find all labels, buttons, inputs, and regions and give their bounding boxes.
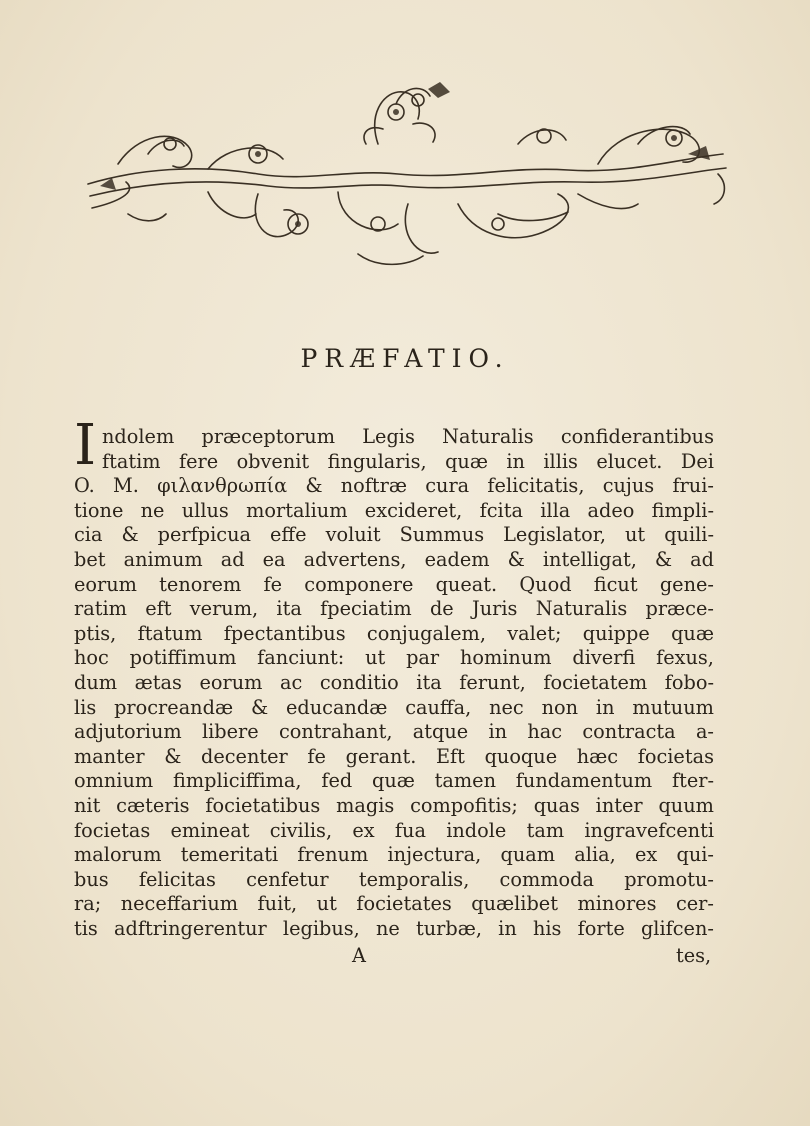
word: quili- (664, 523, 714, 547)
word: gene- (659, 572, 714, 596)
word: ne (375, 916, 400, 940)
word: bet (74, 547, 106, 571)
text-line (74, 573, 714, 598)
word: quam (500, 843, 556, 867)
word: fere (178, 449, 219, 473)
text-line (74, 917, 714, 942)
text-line (74, 868, 714, 893)
word: educandæ (285, 695, 388, 719)
text-line (74, 523, 714, 548)
word: fanciunt: (257, 646, 345, 670)
word: quæ (371, 769, 415, 793)
word: a- (695, 720, 714, 744)
word: quum (658, 793, 714, 817)
word: atque (412, 720, 469, 744)
page-title: PRÆFATIO. (300, 344, 510, 373)
word: præce- (645, 597, 714, 621)
text-line (74, 597, 714, 622)
word: tione (74, 498, 124, 522)
word: nit (74, 793, 101, 817)
word: libere (201, 720, 259, 744)
word: civilis, (269, 818, 333, 842)
word: malorum (74, 843, 162, 867)
word: fe (263, 572, 283, 596)
text-line (74, 671, 714, 696)
word: diverfi (572, 646, 636, 670)
word: ut (625, 523, 646, 547)
word: cæteris (116, 793, 190, 817)
word: φιλανθρωπία (157, 474, 288, 498)
word: hæc (576, 744, 619, 768)
word: in (595, 695, 615, 719)
word: emineat (170, 818, 250, 842)
word: Quod (519, 572, 572, 596)
word: gerant. (345, 744, 417, 768)
word: inter (595, 793, 643, 817)
word: & (654, 547, 673, 571)
word: cura (425, 474, 470, 498)
word: ullus (181, 498, 229, 522)
word: valet; (507, 621, 562, 645)
word: quippe (582, 621, 650, 645)
word: & (164, 744, 182, 768)
word: adftringerentur (114, 916, 267, 940)
text-line (74, 474, 714, 499)
word: intelligat, (542, 547, 637, 571)
word: contracta (582, 720, 676, 744)
word: cer- (675, 892, 714, 916)
word: fed (321, 769, 353, 793)
text-line (74, 425, 714, 450)
word: in (488, 720, 508, 744)
word: Legis (362, 425, 415, 448)
word: potiffimum (129, 646, 237, 670)
word: indole (446, 818, 507, 842)
word: Summus (399, 523, 485, 547)
word: forte (577, 916, 625, 940)
word: & (507, 547, 525, 571)
word: hac (527, 720, 563, 744)
word: quas (533, 793, 580, 817)
word: cujus (602, 474, 655, 498)
body-paragraph (74, 425, 714, 941)
word: quæ (671, 621, 714, 645)
word: tenorem (159, 572, 242, 596)
word: Juris (472, 597, 518, 621)
word: voluit (325, 523, 381, 547)
word: promotu- (624, 867, 714, 891)
text-line (74, 696, 714, 721)
word: advertens, (303, 547, 407, 571)
word: illa (540, 498, 571, 522)
word: decenter (201, 744, 288, 768)
word: non (541, 695, 579, 719)
word: adeo (587, 498, 635, 522)
signature-mark: A (352, 944, 366, 967)
word: nec (489, 695, 524, 719)
word: ratim (74, 597, 127, 621)
word: quæ (445, 449, 488, 473)
word: conjugalem, (366, 621, 486, 645)
word: ex (634, 843, 658, 867)
word: omnium (74, 769, 154, 793)
word: ea (262, 547, 286, 571)
word: quælibet (471, 892, 558, 916)
text-line (74, 548, 714, 573)
word: in (506, 449, 525, 473)
word: fimpli- (651, 498, 714, 522)
word: & (121, 523, 139, 547)
word: lis (74, 695, 97, 719)
word: animum (123, 547, 203, 571)
word: de (429, 597, 454, 621)
word: fcita (479, 498, 523, 522)
word: eft (145, 597, 172, 621)
word: tamen (434, 769, 497, 793)
word: ita (416, 670, 442, 694)
word: adjutorium (74, 720, 182, 744)
word: fua (394, 818, 426, 842)
text-line (74, 892, 714, 917)
word: cauffa, (405, 695, 472, 719)
text-line (74, 843, 714, 868)
word: verum, (189, 597, 259, 621)
word: Naturalis (535, 597, 628, 621)
word: frui- (672, 474, 714, 498)
word: in (498, 916, 517, 940)
word: hominum (459, 646, 552, 670)
floral-headpiece-ornament (78, 74, 732, 274)
text-line (74, 720, 714, 745)
word: injectura, (387, 843, 482, 867)
word: commoda (499, 867, 594, 891)
word: quoque (484, 744, 558, 768)
word: ætas (134, 670, 182, 694)
word: fter- (671, 769, 714, 793)
text-line (74, 794, 714, 819)
word: elucet. (596, 449, 663, 473)
word: ita (276, 597, 302, 621)
word: temporalis, (358, 867, 470, 891)
word: ex (352, 818, 375, 842)
word: bus (74, 867, 109, 891)
word: par (406, 646, 440, 670)
word: O. (74, 474, 95, 498)
word: minores (577, 892, 657, 916)
word: cenfetur (246, 867, 329, 891)
word: alia, (574, 843, 616, 867)
word: felicitas (138, 867, 216, 891)
word: focietates (356, 892, 452, 916)
word: fobo- (664, 670, 714, 694)
word: eadem (424, 547, 490, 571)
word: focietas (74, 818, 151, 842)
text-line (74, 769, 714, 794)
word: effe (270, 523, 307, 547)
text-line (74, 622, 714, 647)
word: ndolem (102, 425, 175, 448)
word: fpeciatim (320, 597, 412, 621)
word: procreandæ (114, 695, 234, 719)
word: ad (220, 547, 245, 571)
drop-cap-initial: I (74, 413, 97, 478)
word: focietatem (543, 670, 648, 694)
word: tam (526, 818, 565, 842)
catchword: tes, (676, 944, 712, 967)
word: fpectantibus (223, 621, 346, 645)
word: neceffarium (120, 892, 239, 916)
word: Dei (680, 449, 714, 473)
word: fimpliciffima, (172, 769, 302, 793)
word: cia (74, 523, 103, 547)
word: fexus, (656, 646, 714, 670)
word: queat. (435, 572, 498, 596)
word: dum (74, 670, 118, 694)
word: excideret, (364, 498, 463, 522)
text-line (74, 745, 714, 770)
word: fingularis, (327, 449, 427, 473)
text-line (74, 499, 714, 524)
word: mortalium (246, 498, 348, 522)
word: eorum (74, 572, 137, 596)
word: ad (690, 547, 714, 571)
word: Legislator, (503, 523, 606, 547)
text-line (74, 646, 714, 671)
word: felicitatis, (487, 474, 585, 498)
word: hoc (74, 646, 109, 670)
word: perfpicua (157, 523, 251, 547)
word: ingravefcenti (584, 818, 714, 842)
word: illis (543, 449, 578, 473)
word: turbæ, (416, 916, 482, 940)
word: focietas (637, 744, 714, 768)
word: ra; (74, 892, 102, 916)
word: componere (304, 572, 414, 596)
word: temeritati (180, 843, 279, 867)
word: ptis, (74, 621, 117, 645)
word: confiderantibus (560, 425, 714, 448)
word: mutuum (632, 695, 714, 719)
word: manter (74, 744, 145, 768)
word: ut (365, 646, 386, 670)
word: ferunt, (459, 670, 526, 694)
word: ne (140, 498, 165, 522)
word: ftatum (137, 621, 203, 645)
word: glifcen- (640, 916, 714, 940)
word: contrahant, (278, 720, 393, 744)
word: M. (113, 474, 139, 498)
word: obvenit (236, 449, 310, 473)
word: tis (74, 916, 98, 940)
word: præceptorum (201, 425, 335, 448)
word: frenum (297, 843, 369, 867)
word: fuit, (257, 892, 298, 916)
word: & (305, 474, 323, 498)
word: compofitis; (410, 793, 518, 817)
word: qui- (676, 843, 714, 867)
word: ftatim (102, 449, 161, 473)
word: Naturalis (442, 425, 534, 448)
word: noftræ (340, 474, 408, 498)
word: ac (279, 670, 303, 694)
word: conditio (319, 670, 399, 694)
word: eorum (199, 670, 263, 694)
word: ficut (593, 572, 638, 596)
word: his (532, 916, 562, 940)
word: magis (336, 793, 395, 817)
text-line (74, 819, 714, 844)
word: legibus, (282, 916, 360, 940)
word: fe (307, 744, 326, 768)
word: & (250, 695, 269, 719)
word: ut (316, 892, 337, 916)
word: fundamentum (515, 769, 653, 793)
word: focietatibus (205, 793, 321, 817)
text-line (74, 450, 714, 475)
word: Eft (435, 744, 465, 768)
